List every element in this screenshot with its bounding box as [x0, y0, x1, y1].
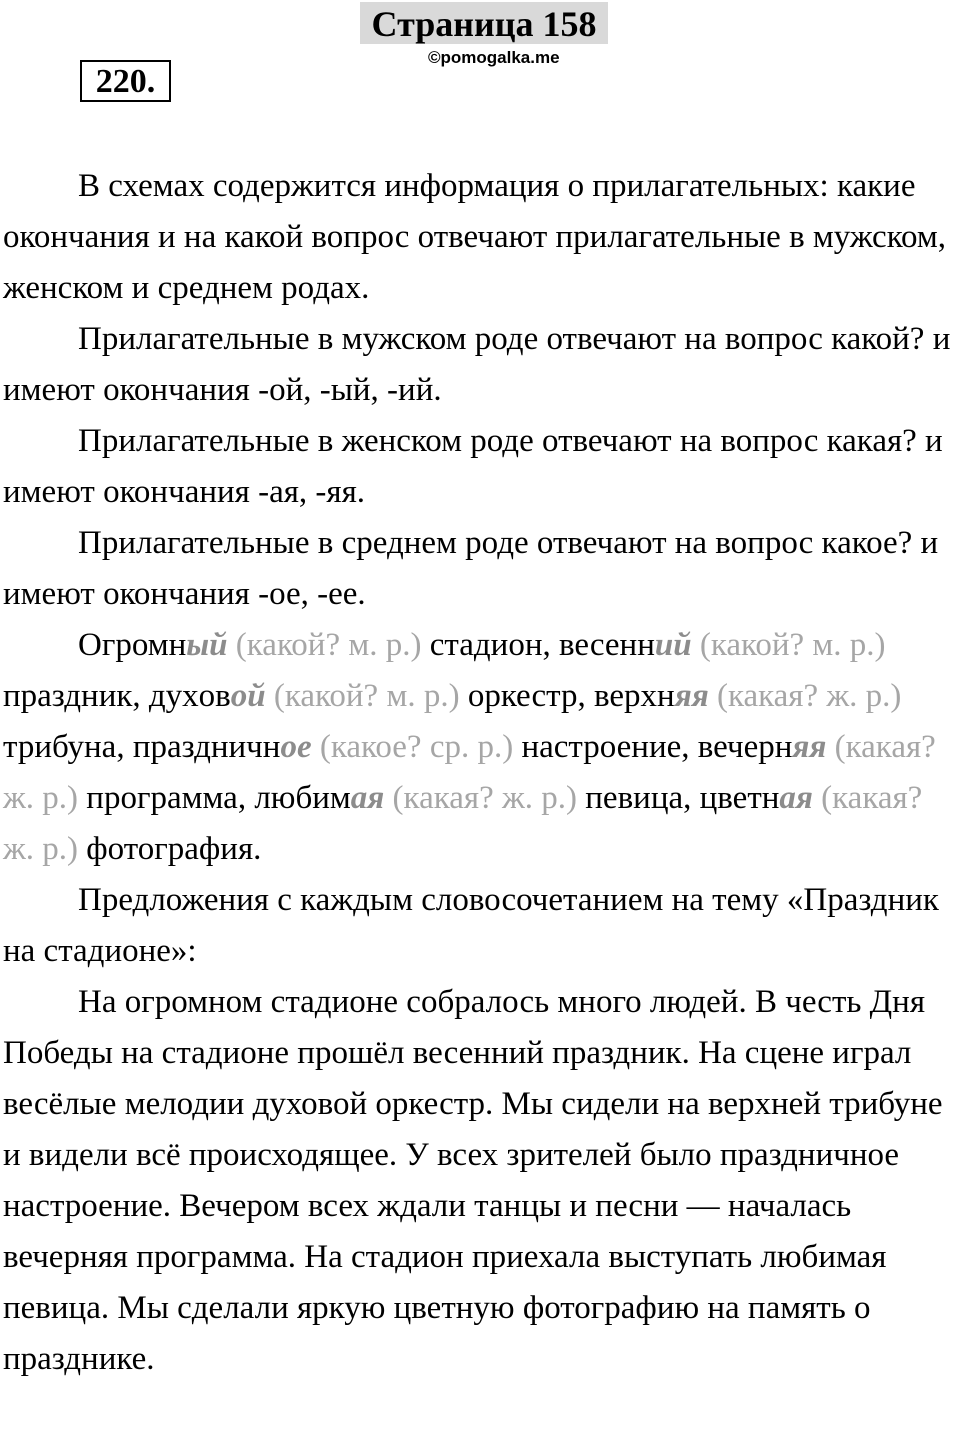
phrase-ending: ий	[654, 627, 692, 663]
phrase-note: (какое? ср. р.)	[319, 729, 514, 765]
phrase-noun: стадион	[429, 627, 543, 663]
phrase-separator: ,	[681, 729, 698, 765]
phrase-separator: ,	[577, 678, 594, 714]
phrase-noun: праздник	[3, 678, 133, 714]
phrase-noun: трибуна	[3, 729, 117, 765]
paragraph-masculine: Прилагательные в мужском роде отвечают на вопрос какой? и имеют окончания -ой, -ый, -ий.	[3, 321, 951, 408]
phrase-stem: дуxов	[148, 678, 231, 714]
phrase-separator: ,	[683, 780, 700, 816]
phrase-noun: оркестр	[467, 678, 578, 714]
phrase-separator: ,	[132, 678, 149, 714]
watermark: ©pomogalka.me	[428, 48, 560, 67]
paragraph-feminine: Прилагательные в женском роде отвечают на вопрос какая? и имеют окончания -ая, -яя.	[3, 423, 943, 510]
phrase-stem: вечерн	[697, 729, 793, 765]
phrase-noun: программа	[86, 780, 238, 816]
page-title: Страница 158	[360, 2, 608, 44]
paragraph-story: На огромном стадионе собралось много людей. В честь Дня Победы на стадионе прошёл весенний праздник. На сцене играл весёлые мелодии духовой оркестр. Мы сидели на верхней трибуне и видели всё происходящее. У всех зрителей было праздничное настроение. Вечером всех ждали танцы и песни — началась вечерняя программа. На стадион приехала выступать любимая певица. Мы сделали яркую цветную фотографию на память о празднике.	[3, 984, 943, 1377]
phrase-note: (какая? ж. р.)	[392, 780, 578, 816]
phrase-ending: ой	[230, 678, 266, 714]
phrase-stem: цветн	[699, 780, 780, 816]
phrase-stem: любим	[254, 780, 351, 816]
phrase	[149, 678, 594, 714]
phrase	[254, 780, 699, 816]
phrase-note: (какая? ж. р.)	[3, 780, 923, 867]
phrase-ending: ая	[779, 780, 813, 816]
phrase-ending: яя	[792, 729, 827, 765]
phrase-separator: ,	[116, 729, 133, 765]
phrase-separator: ,	[237, 780, 255, 816]
phrase-ending: ая	[350, 780, 385, 816]
phrase-stem: верхн	[594, 678, 675, 714]
phrase-note: (какая? ж. р.)	[3, 729, 936, 816]
phrase	[78, 627, 559, 663]
phrase-ending: ый	[186, 627, 228, 663]
phrase-separator: .	[253, 831, 262, 867]
phrase-stem: весенн	[558, 627, 655, 663]
phrase-note: (какой? м. р.)	[699, 627, 886, 663]
phrase-noun: фотография	[86, 831, 254, 867]
phrase-separator: ,	[542, 627, 559, 663]
paragraph-neuter: Прилагательные в среднем роде отвечают на вопрос какое? и имеют окончания -ое, -ее.	[3, 525, 939, 612]
phrase-note: (какой? м. р.)	[273, 678, 460, 714]
phrase-stem: Огромн	[78, 627, 187, 663]
phrase-note: (какая? ж. р.)	[716, 678, 902, 714]
phrase	[133, 729, 698, 765]
phrase-noun: настроение	[521, 729, 682, 765]
task-number: 220.	[80, 60, 171, 102]
phrase-ending: яя	[674, 678, 709, 714]
phrase-ending: ое	[280, 729, 312, 765]
paragraph-phrases	[3, 620, 960, 875]
phrase-noun: певица	[585, 780, 684, 816]
paragraph-sentences-intro: Предложения с каждым словосочетанием на тему «Праздник на стадионе»:	[3, 882, 939, 969]
phrase-stem: праздничн	[132, 729, 281, 765]
phrase-note: (какой? м. р.)	[235, 627, 422, 663]
answer-text	[3, 161, 960, 1385]
paragraph-intro: В схемах содержится информация о прилагательных: какие окончания и на какой вопрос отвечают прилагательные в мужском, женском и среднем родах.	[3, 168, 947, 306]
